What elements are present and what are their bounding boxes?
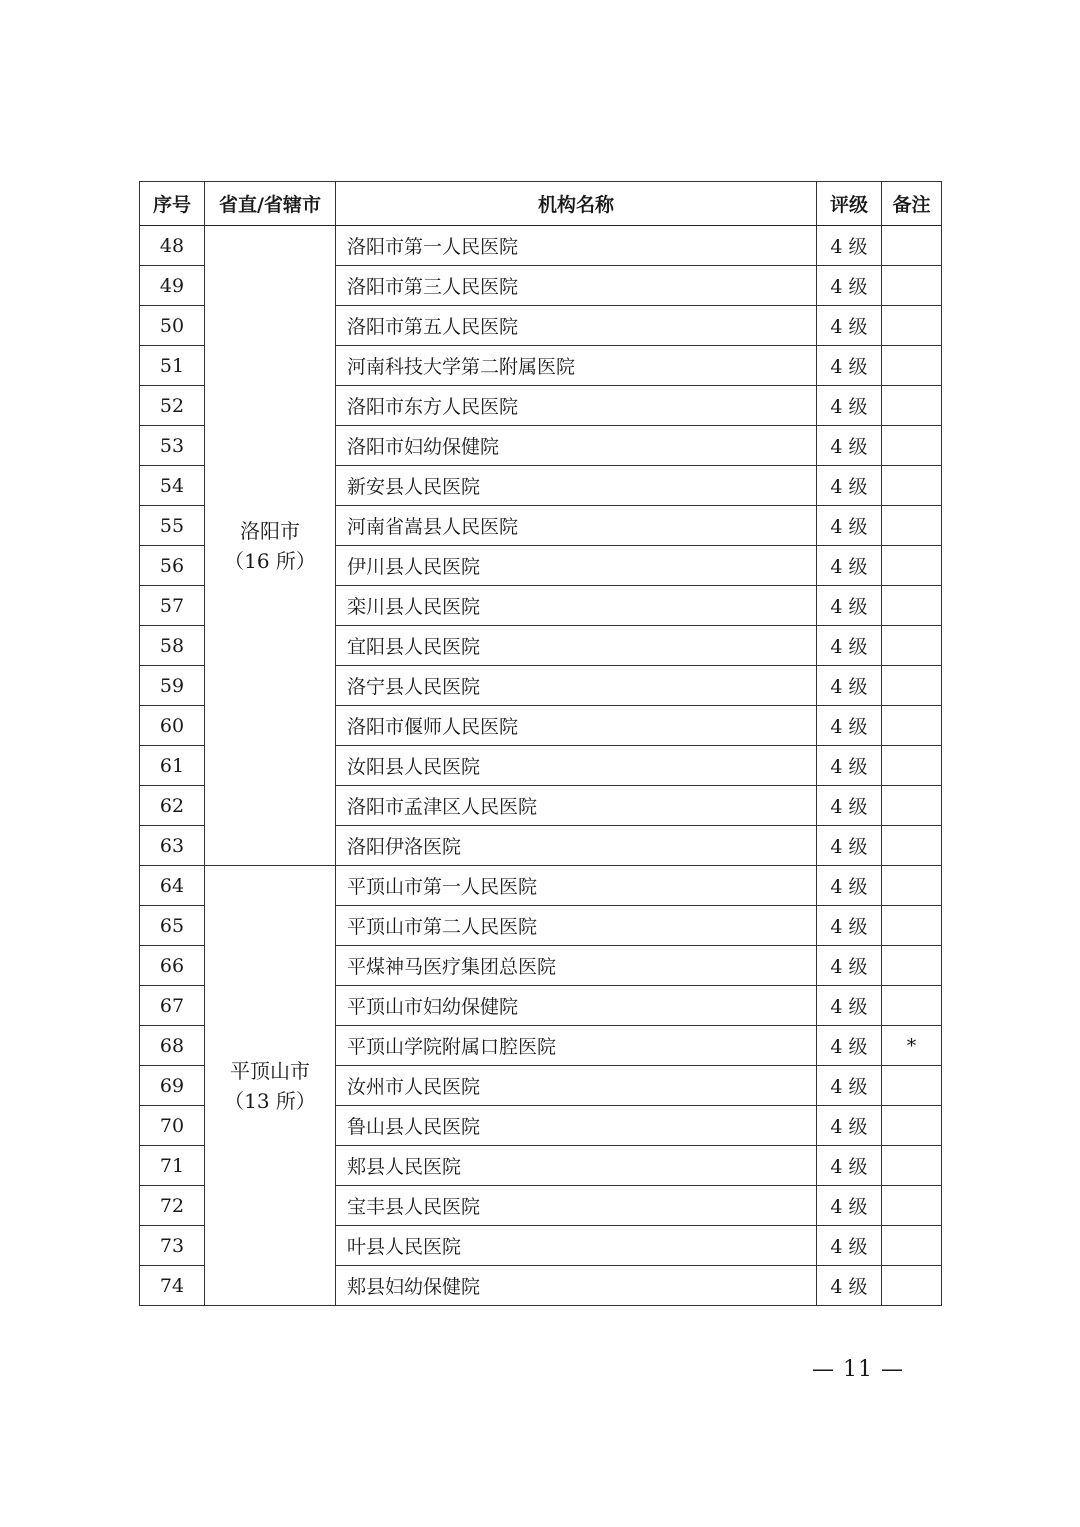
rating-cell: 4 级 xyxy=(817,1266,882,1306)
row-index: 55 xyxy=(140,506,205,546)
row-index: 68 xyxy=(140,1026,205,1066)
row-index: 60 xyxy=(140,706,205,746)
header-remark: 备注 xyxy=(882,182,942,226)
remark-cell xyxy=(882,1226,942,1266)
row-index: 61 xyxy=(140,746,205,786)
remark-cell xyxy=(882,466,942,506)
row-index: 57 xyxy=(140,586,205,626)
remark-cell xyxy=(882,906,942,946)
institution-name: 洛阳市东方人民医院 xyxy=(336,386,817,426)
institution-name: 洛阳市第三人民医院 xyxy=(336,266,817,306)
row-index: 51 xyxy=(140,346,205,386)
rating-cell: 4 级 xyxy=(817,506,882,546)
rating-cell: 4 级 xyxy=(817,1026,882,1066)
institution-name: 叶县人民医院 xyxy=(336,1226,817,1266)
institution-name: 宝丰县人民医院 xyxy=(336,1186,817,1226)
institution-name: 平煤神马医疗集团总医院 xyxy=(336,946,817,986)
rating-cell: 4 级 xyxy=(817,946,882,986)
region-name: 平顶山市 xyxy=(230,1058,310,1083)
region-cell xyxy=(205,226,336,866)
remark-cell xyxy=(882,986,942,1026)
header-region: 省直/省辖市 xyxy=(205,182,336,226)
table-row xyxy=(140,226,942,266)
rating-cell: 4 级 xyxy=(817,306,882,346)
institution-name: 新安县人民医院 xyxy=(336,466,817,506)
row-index: 52 xyxy=(140,386,205,426)
rating-cell: 4 级 xyxy=(817,226,882,266)
remark-cell xyxy=(882,386,942,426)
remark-cell xyxy=(882,586,942,626)
institution-name: 栾川县人民医院 xyxy=(336,586,817,626)
institution-name: 平顶山市第一人民医院 xyxy=(336,866,817,906)
remark-cell xyxy=(882,866,942,906)
remark-cell xyxy=(882,1266,942,1306)
page-number: — 11 — xyxy=(812,1357,904,1382)
rating-cell: 4 级 xyxy=(817,346,882,386)
rating-cell: 4 级 xyxy=(817,866,882,906)
hospital-rating-table xyxy=(139,181,942,1306)
institution-name: 平顶山市第二人民医院 xyxy=(336,906,817,946)
row-index: 58 xyxy=(140,626,205,666)
institution-name: 洛阳市偃师人民医院 xyxy=(336,706,817,746)
row-index: 66 xyxy=(140,946,205,986)
institution-name: 洛阳伊洛医院 xyxy=(336,826,817,866)
rating-cell: 4 级 xyxy=(817,1106,882,1146)
remark-cell xyxy=(882,426,942,466)
row-index: 70 xyxy=(140,1106,205,1146)
remark-cell xyxy=(882,946,942,986)
institution-name: 汝州市人民医院 xyxy=(336,1066,817,1106)
institution-name: 河南省嵩县人民医院 xyxy=(336,506,817,546)
rating-cell: 4 级 xyxy=(817,786,882,826)
header-rating: 评级 xyxy=(817,182,882,226)
rating-cell: 4 级 xyxy=(817,666,882,706)
rating-cell: 4 级 xyxy=(817,1146,882,1186)
remark-cell xyxy=(882,226,942,266)
institution-name: 平顶山市妇幼保健院 xyxy=(336,986,817,1026)
rating-cell: 4 级 xyxy=(817,706,882,746)
institution-name: 郏县人民医院 xyxy=(336,1146,817,1186)
table-header-row xyxy=(140,182,942,226)
rating-cell: 4 级 xyxy=(817,426,882,466)
institution-name: 鲁山县人民医院 xyxy=(336,1106,817,1146)
institution-name: 洛阳市孟津区人民医院 xyxy=(336,786,817,826)
rating-cell: 4 级 xyxy=(817,906,882,946)
rating-cell: 4 级 xyxy=(817,586,882,626)
rating-cell: 4 级 xyxy=(817,546,882,586)
row-index: 71 xyxy=(140,1146,205,1186)
institution-name: 伊川县人民医院 xyxy=(336,546,817,586)
remark-cell xyxy=(882,306,942,346)
institution-name: 洛阳市第五人民医院 xyxy=(336,306,817,346)
rating-cell: 4 级 xyxy=(817,1066,882,1106)
remark-cell xyxy=(882,746,942,786)
remark-cell xyxy=(882,506,942,546)
rating-cell: 4 级 xyxy=(817,386,882,426)
table-body xyxy=(140,226,942,1306)
row-index: 74 xyxy=(140,1266,205,1306)
institution-name: 洛宁县人民医院 xyxy=(336,666,817,706)
rating-cell: 4 级 xyxy=(817,1226,882,1266)
row-index: 67 xyxy=(140,986,205,1026)
row-index: 64 xyxy=(140,866,205,906)
remark-cell xyxy=(882,706,942,746)
region-name: 洛阳市 xyxy=(240,518,300,543)
remark-cell xyxy=(882,826,942,866)
remark-cell xyxy=(882,346,942,386)
rating-cell: 4 级 xyxy=(817,266,882,306)
rating-cell: 4 级 xyxy=(817,986,882,1026)
row-index: 54 xyxy=(140,466,205,506)
header-index: 序号 xyxy=(140,182,205,226)
institution-name: 平顶山学院附属口腔医院 xyxy=(336,1026,817,1066)
remark-cell xyxy=(882,546,942,586)
institution-name: 河南科技大学第二附属医院 xyxy=(336,346,817,386)
remark-cell xyxy=(882,666,942,706)
row-index: 59 xyxy=(140,666,205,706)
remark-cell: * xyxy=(882,1026,942,1066)
region-count: （13 所） xyxy=(224,1088,316,1113)
row-index: 48 xyxy=(140,226,205,266)
row-index: 50 xyxy=(140,306,205,346)
rating-cell: 4 级 xyxy=(817,826,882,866)
region-count: （16 所） xyxy=(224,548,316,573)
remark-cell xyxy=(882,786,942,826)
rating-cell: 4 级 xyxy=(817,626,882,666)
row-index: 69 xyxy=(140,1066,205,1106)
row-index: 62 xyxy=(140,786,205,826)
institution-name: 宜阳县人民医院 xyxy=(336,626,817,666)
row-index: 72 xyxy=(140,1186,205,1226)
row-index: 53 xyxy=(140,426,205,466)
header-name: 机构名称 xyxy=(336,182,817,226)
row-index: 56 xyxy=(140,546,205,586)
rating-cell: 4 级 xyxy=(817,466,882,506)
region-cell xyxy=(205,866,336,1306)
remark-cell xyxy=(882,266,942,306)
institution-name: 洛阳市妇幼保健院 xyxy=(336,426,817,466)
remark-cell xyxy=(882,626,942,666)
institution-name: 郏县妇幼保健院 xyxy=(336,1266,817,1306)
remark-cell xyxy=(882,1066,942,1106)
institution-name: 汝阳县人民医院 xyxy=(336,746,817,786)
rating-cell: 4 级 xyxy=(817,1186,882,1226)
remark-cell xyxy=(882,1186,942,1226)
row-index: 65 xyxy=(140,906,205,946)
rating-cell: 4 级 xyxy=(817,746,882,786)
institution-name: 洛阳市第一人民医院 xyxy=(336,226,817,266)
remark-cell xyxy=(882,1146,942,1186)
row-index: 49 xyxy=(140,266,205,306)
row-index: 73 xyxy=(140,1226,205,1266)
row-index: 63 xyxy=(140,826,205,866)
remark-cell xyxy=(882,1106,942,1146)
table-row xyxy=(140,866,942,906)
